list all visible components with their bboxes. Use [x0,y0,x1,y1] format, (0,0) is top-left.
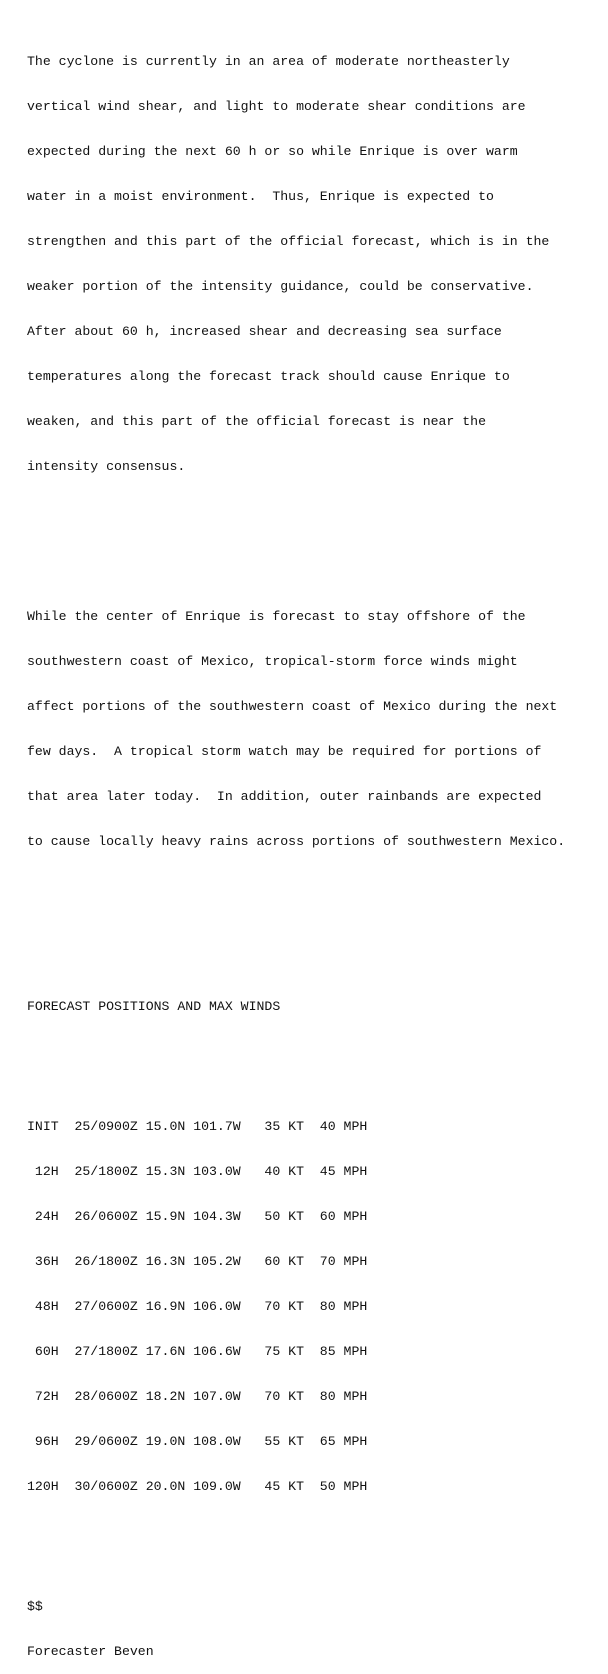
forecast-row: 24H 26/0600Z 15.9N 104.3W 50 KT 60 MPH [27,1209,368,1224]
text-line: While the center of Enrique is forecast to stay offshore of the [27,609,526,624]
blank-line [27,954,565,969]
text-line: After about 60 h, increased shear and decreasing sea surface [27,324,502,339]
text-line: affect portions of the southwestern coast of Mexico during the next [27,699,558,714]
text-line: water in a moist environment. Thus, Enrique is expected to [27,189,494,204]
text-line: to cause locally heavy rains across portions of southwestern Mexico. [27,834,566,849]
forecast-row: 96H 29/0600Z 19.0N 108.0W 55 KT 65 MPH [27,1434,368,1449]
text-line: intensity consensus. [27,459,186,474]
forecast-row: 12H 25/1800Z 15.3N 103.0W 40 KT 45 MPH [27,1164,368,1179]
forecast-row: 120H 30/0600Z 20.0N 109.0W 45 KT 50 MPH [27,1479,368,1494]
text-line: vertical wind shear, and light to moderate shear conditions are [27,99,526,114]
end-marker: $$ [27,1599,43,1614]
text-line: few days. A tropical storm watch may be required for portions of [27,744,542,759]
blank-line [27,1044,565,1059]
text-line: strengthen and this part of the official forecast, which is in the [27,234,550,249]
blank-line [27,909,565,924]
forecast-row: 72H 28/0600Z 18.2N 107.0W 70 KT 80 MPH [27,1389,368,1404]
forecaster-signature: Forecaster Beven [27,1644,154,1659]
text-line: weaker portion of the intensity guidance, could be conservative. [27,279,534,294]
text-line: expected during the next 60 h or so while Enrique is over warm [27,144,518,159]
discussion-paragraph-shear [27,24,565,504]
text-line: temperatures along the forecast track should cause Enrique to [27,369,510,384]
forecast-row: 48H 27/0600Z 16.9N 106.0W 70 KT 80 MPH [27,1299,368,1314]
blank-line [27,534,565,549]
forecast-row: INIT 25/0900Z 15.0N 101.7W 35 KT 40 MPH [27,1119,368,1134]
text-line: weaken, and this part of the official forecast is near the [27,414,486,429]
text-line: that area later today. In addition, outer rainbands are expected [27,789,542,804]
forecast-row: 60H 27/1800Z 17.6N 106.6W 75 KT 85 MPH [27,1344,368,1359]
advisory-text [27,0,565,1674]
discussion-paragraph-impacts [27,579,565,879]
blank-line [27,1554,565,1569]
text-line: southwestern coast of Mexico, tropical-storm force winds might [27,654,518,669]
text-line: The cyclone is currently in an area of moderate northeasterly [27,54,510,69]
forecast-heading: FORECAST POSITIONS AND MAX WINDS [27,999,281,1014]
forecast-row: 36H 26/1800Z 16.3N 105.2W 60 KT 70 MPH [27,1254,368,1269]
forecast-table [27,1089,565,1524]
